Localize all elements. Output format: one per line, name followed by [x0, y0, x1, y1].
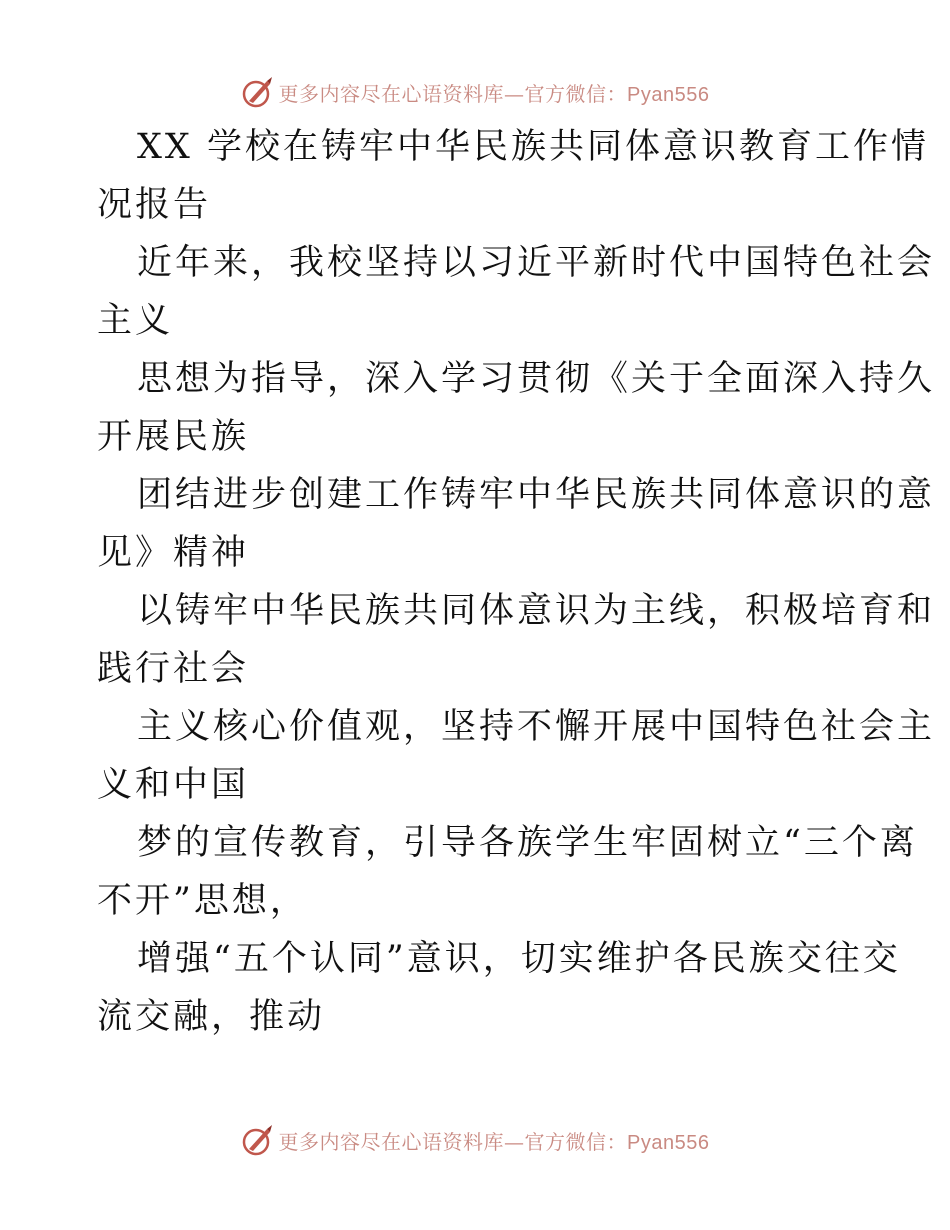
text-line: 团结进步创建工作铸牢中华民族共同体意识的意 [137, 475, 936, 515]
text-line: 主义 [97, 301, 174, 341]
text-line: 思想为指导，深入学习贯彻《关于全面深入持久 [137, 359, 936, 399]
text-line: 增强“五个认同”意识，切实维护各民族交往交 [137, 939, 901, 979]
quill-pen-logo-icon [241, 1123, 275, 1157]
footer-watermark [0, 1120, 950, 1160]
watermark-text: 更多内容尽在心语资料库—官方微信：Pyan556 [278, 81, 710, 106]
text-line: 以铸牢中华民族共同体意识为主线，积极培育和 [137, 591, 936, 631]
text-line: 近年来，我校坚持以习近平新时代中国特色社会 [137, 243, 936, 283]
text-line: 流交融，推动 [97, 997, 326, 1037]
quill-pen-logo-icon [241, 75, 275, 109]
watermark-text: 更多内容尽在心语资料库—官方微信：Pyan556 [278, 1129, 710, 1154]
text-line: 梦的宣传教育，引导各族学生牢固树立“三个离 [137, 823, 918, 863]
text-line: 不开”思想， [97, 881, 308, 921]
text-line: XX 学校在铸牢中华民族共同体意识教育工作情 [137, 127, 929, 167]
text-line: 见》精神 [97, 533, 250, 573]
document-body [97, 118, 936, 1046]
text-line: 况报告 [97, 185, 212, 225]
text-line: 主义核心价值观，坚持不懈开展中国特色社会主 [137, 707, 936, 747]
header-watermark [0, 72, 950, 112]
text-line: 义和中国 [97, 765, 250, 805]
text-line: 践行社会 [97, 649, 250, 689]
text-line: 开展民族 [97, 417, 250, 457]
